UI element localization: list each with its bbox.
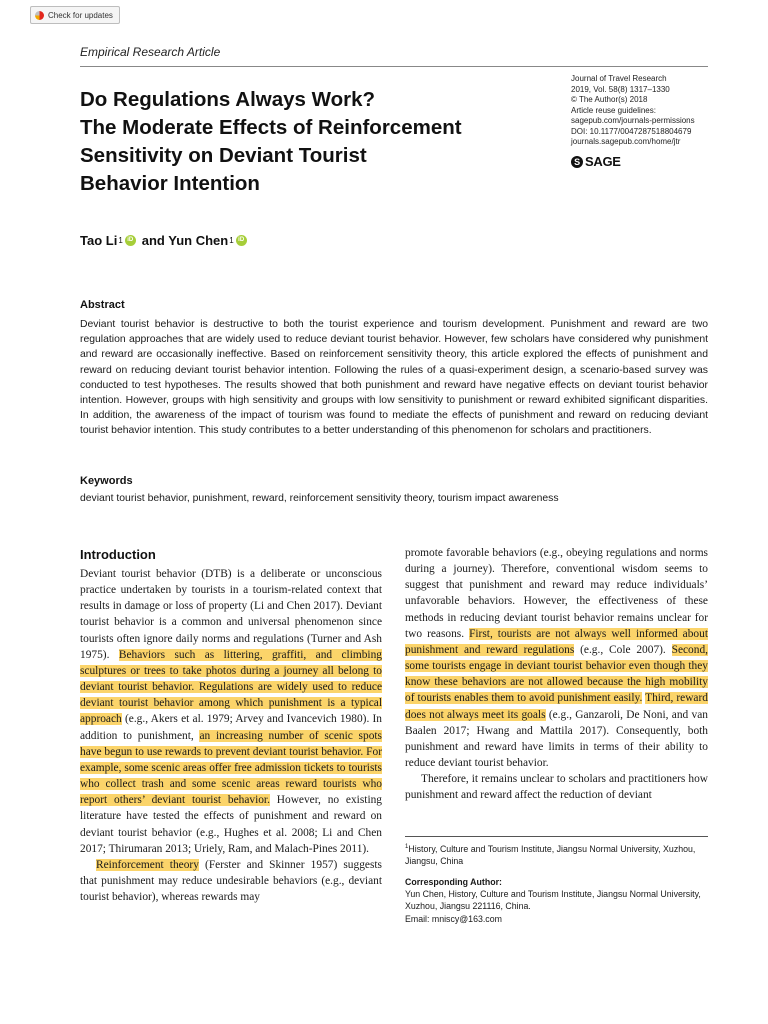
journal-home-link[interactable]: journals.sagepub.com/home/jtr [571,137,681,146]
affiliation-text: History, Culture and Tourism Institute, Jiangsu Normal University, Xuzhou, Jiangsu, China [405,843,696,866]
paragraph [80,857,382,905]
doi[interactable]: DOI: 10.1177/0047287518804679 [571,126,692,136]
highlighted-text: First, tourists are not always well informed about punishment and reward regulations [405,627,708,656]
corresponding-author-heading: Corresponding Author: [405,877,502,887]
copyright: © The Author(s) 2018 [571,95,648,104]
keywords-heading: Keywords [80,475,133,487]
paragraph-continued [405,545,708,771]
author-affiliation-mark: 1 [118,236,123,245]
highlighted-text: Second, some tourists engage in deviant tourist behavior even though they know these behaviors are not allowed because the high mobility of tourists enables them to avoid punishment easily. [405,643,708,705]
sage-logo-icon: S [571,156,583,168]
reuse-guidelines-label: Article reuse guidelines: [571,105,656,115]
paragraph [80,566,382,857]
highlighted-text: Reinforcement theory [96,858,199,871]
highlighted-text: Behaviors such as littering, graffiti, and climbing sculptures or trees to take photos during a journey all belong to deviant tourist behavior. Regulations are widely used to reduce deviant tourist behavior among which punishment is a typical approach [80,648,382,726]
journal-info [571,74,741,148]
introduction-heading: Introduction [80,547,156,562]
text-run: (e.g., Akers et al. 1979; Arvey and Ivancevich 1980). In addition to punishment, [80,713,382,742]
text-run: (e.g., Ganzaroli, De Noni, and van Baalen 2017; Hwang and Mattila 2017). Consequently, both punishment and reward have limits in terms of their ability to reduce deviant tourist behavior. [405,708,708,770]
journal-name: Journal of Travel Research [571,74,667,83]
header-divider [80,66,708,67]
text-run: (e.g., Cole 2007). [574,643,672,656]
affiliation-footnote [405,842,708,867]
article-title [80,86,520,198]
check-updates-icon [35,11,44,20]
body-column-right [405,545,708,804]
keywords-text: deviant tourist behavior, punishment, reward, reinforcement sensitivity theory, tourism impact awareness [80,493,559,504]
corresponding-email[interactable]: Email: mniscy@163.com [405,914,502,924]
orcid-icon[interactable]: iD [125,235,136,246]
text-run: Therefore, it remains unclear to scholars and practitioners how punishment and reward affect the reduction of deviant [405,773,708,802]
text-run: promote favorable behaviors (e.g., obeying regulations and norms during a journey). Therefore, conventional wisdom seems to suggest that punishment and reward may reduce individuals’ unfavorable behaviors. However, the effectiveness of these methods in reducing deviant tourist behavior remains unclear for two reasons. [405,547,708,640]
title-line: Do Regulations Always Work? [80,88,376,111]
abstract-heading: Abstract [80,299,125,311]
orcid-icon[interactable]: iD [236,235,247,246]
title-line: The Moderate Effects of Reinforcement [80,116,462,139]
author-name: and Yun Chen [141,233,229,248]
abstract-text: Deviant tourist behavior is destructive to both the tourist experience and tourism development. Punishment and reward are two regulation approaches that are widely used to reduce deviant tourist behavior. However, few scholars have considered why punishment and reward are occasionally ineffective. Based on reinforcement sensitivity theory, this article explored the effects of punishment and reward on reducing deviant tourist behavior intention. Following the rules of a quasi-experiment design, a scenario-based survey was conducted to test hypotheses. The results showed that both punishment and reward have negative effects on deviant tourist behavior intention. However, groups with high sensitivity and groups with low sensitivity to punishment or reward exhibited significant disparities. In addition, the awareness of the impact of tourism was found to mediate the effects of punishment and reward on reducing deviant tourist behavior intention. This study contributes to a better understanding of this phenomenon for scholars and practitioners. [80,319,708,437]
text-run: Deviant tourist behavior (DTB) is a deliberate or unconscious practice undertaken by tourists in a tourism-related context that results in damage or loss of property (Li and Chen 2017). Deviant tourist behavior is a common and universal phenomenon since tourists often ignore daily norms and regulations (Turner and Ash 1975). [80,568,382,661]
body-column-left [80,566,382,905]
author-list [80,233,251,248]
author-name: Tao Li [80,233,118,248]
title-line: Sensitivity on Deviant Tourist [80,144,367,167]
publisher-name: SAGE [585,154,621,169]
publisher-logo [571,154,621,169]
corresponding-author-text: Yun Chen, History, Culture and Tourism Institute, Jiangsu Normal University, Xuzhou, Jiangsu 221116, China. [405,889,701,911]
journal-volume: 2019, Vol. 58(8) 1317–1330 [571,84,670,94]
text-run: (Ferster and Skinner 1957) suggests that punishment may reduce undesirable behaviors (e.g., deviant tourist behavior), whereas rewards may [80,858,382,904]
highlighted-text: an increasing number of scenic spots have begun to use rewards to prevent deviant tourist behavior. For example, some scenic areas offer free admission tickets to tourists who collect trash and some scenic areas reward tourists who report others’ deviant tourist behavior. [80,729,382,807]
author-affiliation-mark: 1 [229,236,234,245]
permissions-link[interactable]: sagepub.com/journals-permissions [571,116,695,125]
affiliation-mark: 1 [405,844,409,850]
check-for-updates-label: Check for updates [48,10,113,20]
title-line: Behavior Intention [80,172,260,195]
highlighted-text: Third, reward does not always meet its goals [405,692,708,721]
paragraph [405,771,708,803]
article-type: Empirical Research Article [80,45,221,59]
check-for-updates-badge[interactable] [30,6,120,24]
text-run: However, no existing literature have tested the effects of punishment and reward on deviant tourist behavior (e.g., Hughes et al. 2008; Li and Chen 2017; Thirumaran 2013; Uriely, Ram, and Malach-Pines 2011). [80,794,382,855]
footnote-divider [405,836,708,837]
